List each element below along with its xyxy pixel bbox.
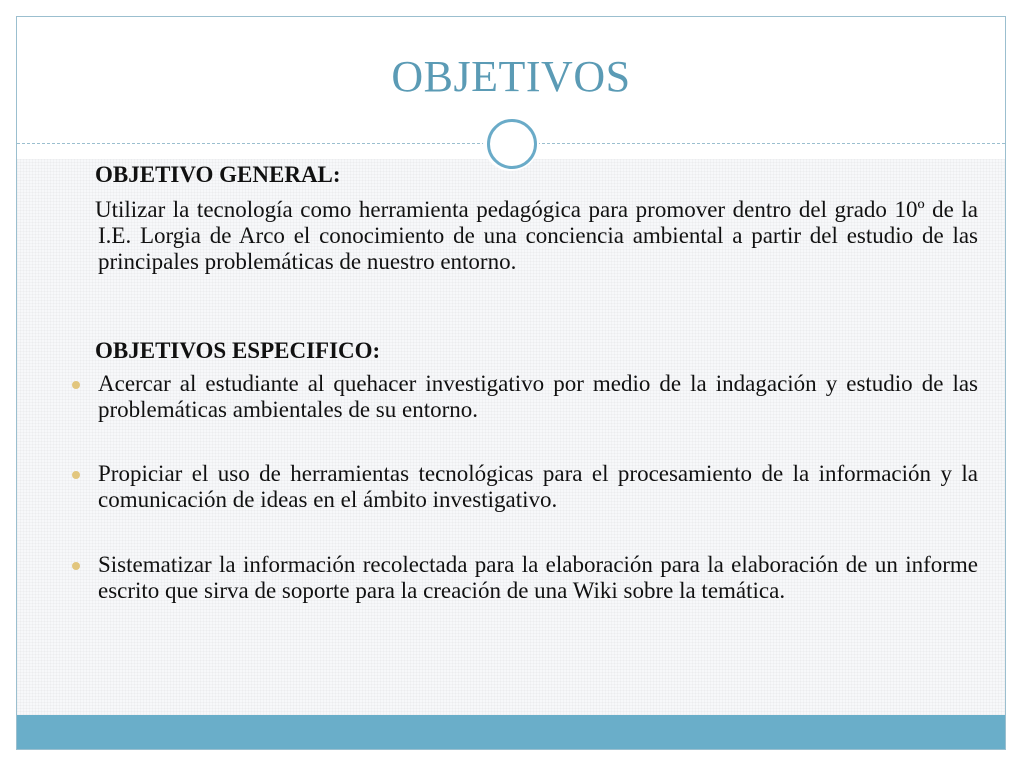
bullet-icon — [72, 381, 80, 389]
list-item-text: Propiciar el uso de herramientas tecnológicas para el procesamiento de la información y la comunicación de ideas en el ámbito investigativo. — [98, 461, 978, 512]
bullet-icon — [72, 471, 80, 479]
slide — [16, 16, 1006, 750]
list-item-text: Sistematizar la información recolectada para la elaboración para la elaboración de un informe escrito que sirva de soporte para la creación de una Wiki sobre la temática. — [98, 552, 978, 603]
list-item — [98, 552, 978, 604]
slide-title: OBJETIVOS — [391, 52, 631, 101]
list-item-text: Acercar al estudiante al quehacer investigativo por medio de la indagación y estudio de las problemáticas ambientales de su entorno. — [98, 371, 978, 422]
footer-bar — [17, 715, 1005, 749]
bullet-icon — [72, 562, 80, 570]
specific-objectives-heading: OBJETIVOS ESPECIFICO: — [95, 338, 381, 363]
list-item — [98, 461, 978, 513]
circle-ornament-icon — [483, 115, 539, 171]
list-item — [98, 371, 978, 423]
general-objective-text: Utilizar la tecnología como herramienta pedagógica para promover dentro del grado 10º de la I.E. Lorgia de Arco el conocimiento de una conciencia ambiental a partir del estudio de las principales problemáticas de nuestro entorno. — [95, 197, 978, 274]
general-objective-heading: OBJETIVO GENERAL: — [95, 162, 341, 187]
